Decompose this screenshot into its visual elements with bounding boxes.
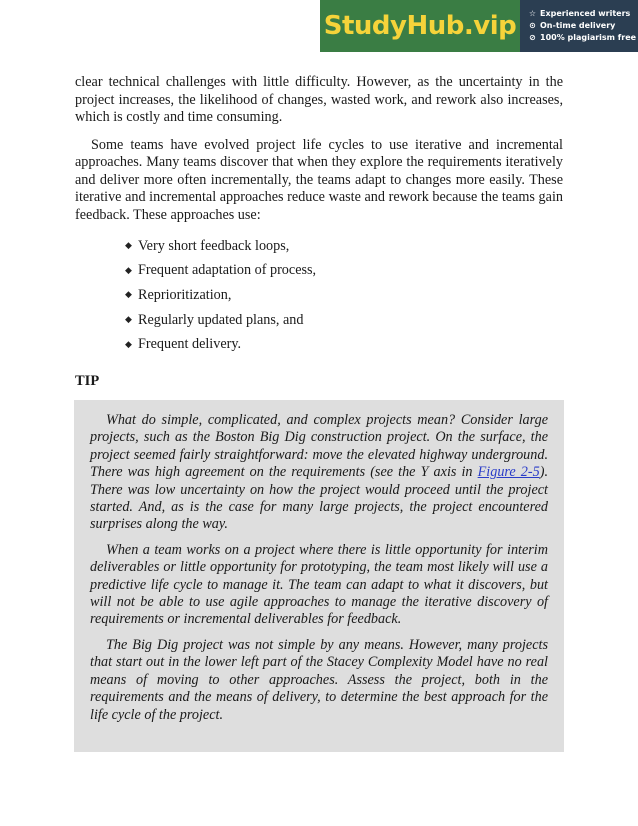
document-body — [75, 74, 563, 395]
diamond-bullet-icon: ◆ — [125, 241, 132, 252]
feature-experienced-writers — [528, 8, 638, 20]
list-item: ◆ Frequent delivery. — [125, 336, 242, 353]
list-item: ◆ Reprioritization, — [125, 286, 232, 303]
figure-2-5-link[interactable]: Figure 2-5 — [477, 464, 540, 481]
paragraph-uncertainty: clear technical challenges with little difficulty. However, as the uncertainty in the project increases, the likelihood of changes, wasted work, and rework also increases, which is costly and time consuming. — [75, 74, 563, 125]
list-item: ◆ Regularly updated plans, and — [125, 311, 304, 328]
diamond-bullet-icon: ◆ — [125, 339, 132, 350]
feature-plagiarism-free — [528, 32, 638, 44]
diamond-bullet-icon: ◆ — [125, 265, 132, 276]
studyhub-banner[interactable] — [320, 0, 638, 52]
tip-paragraph-big-dig: The Big Dig project was not simple by any means. However, many projects that start out in the lower left part of the Stacey Complexity Model have no real means of moving to other approaches. Assess the project, both in the requirements and the means of delivery, to determine the best approach for the life cycle of the project. — [90, 636, 548, 723]
tip-paragraph-project-types: What do simple, complicated, and complex projects mean? Consider large projects, such as the Boston Big Dig construction project. On the surface, the project seemed fairly straightforward: move the elevated highway underground. There was high agreement on the requirements (see the Y axis in Figure 2-5). There was low uncertainty on how the project would proceed until the project started. And, as is the case for many large projects, the project encountered surprises along the way. — [90, 412, 548, 533]
star-icon: ☆ — [528, 9, 537, 18]
tip-box — [74, 400, 564, 752]
diamond-bullet-icon: ◆ — [125, 315, 132, 326]
tip-heading: TIP — [75, 372, 100, 389]
tip-paragraph-predictive: When a team works on a project where there is little opportunity for interim deliverables or little opportunity for prototyping, the team most likely will use a predictive life cycle to manage it. The team can adapt to what it discovers, but will not be able to use agile approaches to manage the iterative discovery of requirements or incremental deliverables for feedback. — [90, 541, 548, 628]
list-item: ◆ Frequent adaptation of process, — [125, 262, 317, 279]
banner-features — [520, 0, 638, 52]
list-item: ◆ Very short feedback loops, — [125, 237, 290, 254]
feature-on-time-delivery — [528, 20, 638, 32]
shield-icon: ⊘ — [529, 33, 536, 42]
paragraph-iterative-approaches: Some teams have evolved project life cycles to use iterative and incremental approaches. Many teams discover that when they explore the requirements iteratively and deliver more often incrementally, the teams adapt to changes more easily. These iterative and incremental approaches reduce waste and rework because the teams gain feedback. These approaches use: — [75, 136, 563, 223]
clock-icon: ⊙ — [529, 21, 536, 30]
feature-label: Experienced writers — [540, 9, 631, 18]
logo-text: StudyHub.vip — [323, 11, 517, 41]
feature-label: 100% plagiarism free — [540, 33, 637, 42]
feature-label: On-time delivery — [540, 21, 616, 30]
approaches-list — [75, 234, 563, 357]
diamond-bullet-icon: ◆ — [125, 290, 132, 301]
studyhub-logo[interactable] — [320, 0, 520, 52]
